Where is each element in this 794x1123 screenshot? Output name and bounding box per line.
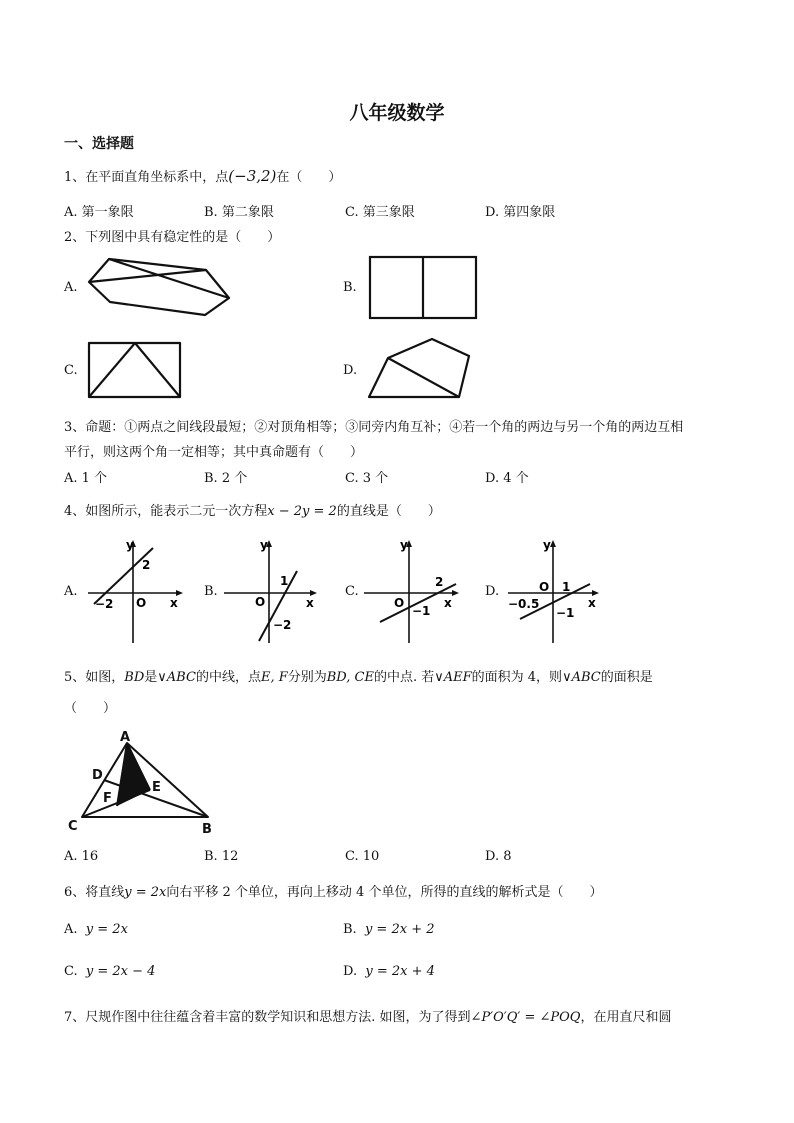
question-3-line-1: 3、命题：①两点之间线段最短；②对顶角相等；③同旁内角互补；④若一个角的两边与另一个角的两边互相 [64, 420, 684, 435]
q2-label-b[interactable]: B. [343, 280, 357, 295]
q5-ef: E, F [260, 670, 288, 685]
q7-angle: ∠P′O′Q′ = ∠POQ [470, 1010, 581, 1025]
q1-stem-b: 在（ ） [276, 170, 342, 185]
q6-option-b[interactable] [343, 922, 435, 937]
q5-vertex-b: B [202, 822, 212, 837]
question-3-line-2: 平行，则这两个角一定相等；其中真命题有（ ） [64, 445, 364, 460]
q5-seg: 的面积为 4，则 [471, 670, 563, 685]
q5-point-e: E [152, 780, 161, 795]
q5-bd: BD [124, 670, 145, 685]
q4a-x-label: x [170, 596, 178, 610]
q3-option-c[interactable]: C. 3 个 [345, 471, 389, 486]
q1-option-a[interactable]: A. 第一象限 [64, 205, 134, 220]
q6-option-c[interactable] [64, 964, 155, 979]
q4d-origin: O [539, 580, 550, 594]
q1-point: (−3,2) [228, 167, 277, 185]
q4a-y-label: y [126, 538, 134, 552]
question-2-stem: 2、下列图中具有稳定性的是（ ） [64, 230, 281, 245]
q4a-x-intercept: −2 [95, 597, 114, 611]
q5-option-d[interactable]: D. 8 [485, 849, 512, 864]
q5-answer-paren: （ ） [64, 701, 117, 716]
q6-option-label: D. [343, 964, 358, 979]
q5-abc: ∨ABC [157, 670, 196, 685]
q7-stem-a: 7、尺规作图中往往蕴含着丰富的数学知识和思想方法. 如图，为了得到 [64, 1010, 471, 1025]
q5-option-b[interactable]: B. 12 [204, 849, 239, 864]
question-6-stem [64, 881, 602, 900]
q6-option-label: B. [343, 922, 357, 937]
q6-option-label: C. [64, 964, 78, 979]
q5-seg: 是 [144, 670, 158, 685]
q1-option-c[interactable]: C. 第三象限 [345, 205, 415, 220]
q5-abc: ∨ABC [562, 670, 601, 685]
q2-label-a[interactable]: A. [64, 280, 78, 295]
q1-option-b[interactable]: B. 第二象限 [204, 205, 274, 220]
q5-bdce: BD, CE [326, 670, 374, 685]
q5-point-f: F [103, 791, 112, 806]
q4-label-b[interactable]: B. [204, 584, 218, 599]
q6-option-expr: y = 2x [85, 922, 128, 937]
q4b-y-intercept: −2 [273, 618, 292, 632]
q4c-y-intercept: −1 [412, 604, 431, 618]
q4-label-c[interactable]: C. [345, 584, 359, 599]
q4d-y-label: y [543, 538, 551, 552]
q5-vertex-a: A [120, 730, 131, 745]
q3-option-b[interactable]: B. 2 个 [204, 471, 248, 486]
q6-stem-a: 6、将直线 [64, 885, 125, 900]
q4b-y-label: y [260, 538, 268, 552]
q5-aef: ∨AEF [434, 670, 472, 685]
q4-equation: x − 2y = 2 [267, 504, 337, 519]
q6-option-a[interactable] [64, 922, 128, 937]
q4-stem-b: 的直线是（ ） [336, 504, 441, 519]
q4c-y-label: y [400, 538, 408, 552]
q6-line: y = 2x [124, 885, 167, 900]
q6-stem-b: 向右平移 2 个单位，再向上移动 4 个单位，所得的直线的解析式是（ ） [166, 885, 603, 900]
q1-option-d[interactable]: D. 第四象限 [485, 205, 556, 220]
q6-option-d[interactable] [343, 964, 435, 979]
q5-seg: 的中线，点 [195, 670, 261, 685]
q4d-x-label: x [588, 596, 596, 610]
question-7-stem [64, 1006, 672, 1025]
q5-seg: 的面积是 [600, 670, 653, 685]
q7-stem-b: ，在用直尺和圆 [580, 1010, 672, 1025]
q5-seg: 的中点. 若 [373, 670, 435, 685]
q4b-x-intercept: 1 [280, 574, 289, 588]
q4-label-a[interactable]: A. [64, 584, 78, 599]
page-title: 八年级数学 [349, 102, 445, 124]
q2-label-c[interactable]: C. [64, 363, 78, 378]
q4-stem-a: 4、如图所示，能表示二元一次方程 [64, 504, 268, 519]
q1-stem-a: 1、在平面直角坐标系中，点 [64, 170, 229, 185]
q4c-x-intercept: 2 [435, 575, 444, 589]
q6-option-expr: y = 2x + 4 [365, 964, 435, 979]
q6-option-label: A. [64, 922, 78, 937]
q4b-origin: O [255, 595, 266, 609]
q5-option-c[interactable]: C. 10 [345, 849, 380, 864]
q5-seg: 分别为 [287, 670, 327, 685]
section-heading: 一、选择题 [64, 136, 134, 152]
q2-label-d[interactable]: D. [343, 363, 358, 378]
q4-label-d[interactable]: D. [485, 584, 500, 599]
q4c-origin: O [394, 596, 405, 610]
q5-option-a[interactable]: A. 16 [64, 849, 99, 864]
q5-point-d: D [92, 768, 103, 783]
q4d-y-intercept: −1 [556, 606, 575, 620]
q3-option-a[interactable]: A. 1 个 [64, 471, 108, 486]
q4d-x-neg: −0.5 [508, 597, 540, 611]
q5-vertex-c: C [68, 819, 78, 834]
q4a-origin: O [136, 596, 147, 610]
q3-option-d[interactable]: D. 4 个 [485, 471, 529, 486]
q5-seg: 5、如图， [64, 670, 125, 685]
q6-option-expr: y = 2x − 4 [85, 964, 156, 979]
q4b-x-label: x [306, 596, 314, 610]
q6-option-expr: y = 2x + 2 [364, 922, 435, 937]
q4c-x-label: x [444, 596, 452, 610]
q4d-x-intercept: 1 [562, 580, 571, 594]
q4a-y-intercept: 2 [142, 558, 151, 572]
